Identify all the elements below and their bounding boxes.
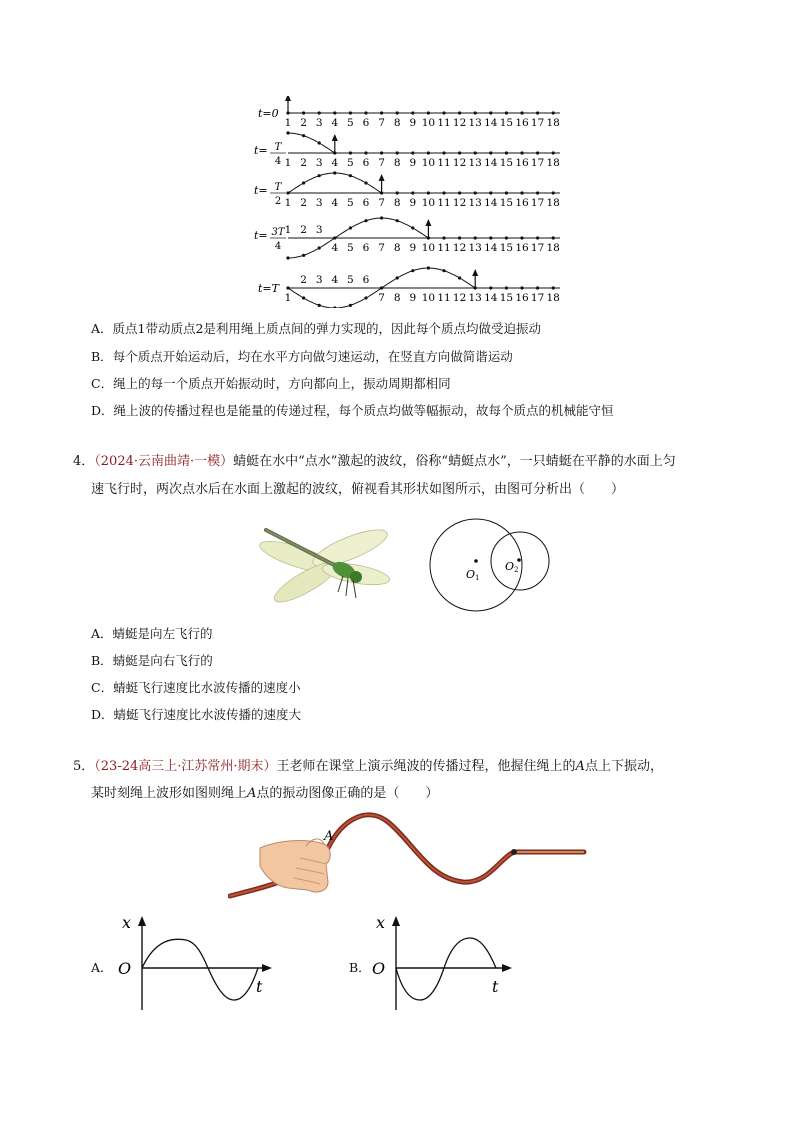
- point-number: 17: [530, 117, 545, 129]
- point-number: 3: [315, 224, 323, 236]
- rope-point: [411, 151, 414, 154]
- rope-point: [380, 151, 383, 154]
- point-number: 10: [421, 157, 436, 169]
- q3-option-d[interactable]: [91, 402, 614, 420]
- q3-option-a[interactable]: [91, 320, 541, 338]
- x-axis-label: x: [376, 913, 386, 932]
- rope-point: [396, 151, 399, 154]
- wave-row: [258, 266, 560, 308]
- point-number: 13: [468, 117, 482, 129]
- point-number: 11: [437, 117, 451, 129]
- option-letter: D．: [91, 403, 114, 418]
- rope-point: [427, 191, 430, 194]
- option-text: 蜻蜓飞行速度比水波传播的速度大: [113, 707, 302, 722]
- point-number: 3: [315, 274, 323, 286]
- rope-point: [442, 269, 445, 272]
- point-number: 6: [362, 197, 370, 209]
- rope-point: [411, 111, 414, 114]
- q5-stem-line2: [91, 784, 438, 804]
- rope-point: [411, 226, 414, 229]
- ripple-circles-figure: [418, 518, 558, 618]
- point-number: 14: [484, 117, 498, 129]
- question-text: 点的振动图像正确的是（ ）: [256, 786, 439, 801]
- row-time-label: t=: [254, 184, 268, 197]
- rope-point: [364, 219, 367, 222]
- point-a-label: A: [247, 786, 257, 801]
- rope-point: [442, 236, 445, 239]
- rope-point: [333, 236, 336, 239]
- point-number: 7: [378, 292, 385, 304]
- x-axis-label: x: [122, 913, 132, 932]
- point-number: 18: [546, 157, 560, 169]
- point-number: 9: [409, 117, 417, 129]
- rope-point: [489, 111, 492, 114]
- point-number: 5: [347, 242, 354, 254]
- rope-point: [552, 111, 555, 114]
- point-number: 14: [484, 292, 498, 304]
- rope-point: [458, 276, 461, 279]
- row-time-numerator: T: [274, 182, 282, 193]
- point-number: 8: [393, 197, 401, 209]
- point-number: 10: [421, 292, 436, 304]
- rope-point: [286, 256, 289, 259]
- point-number: 4: [331, 117, 339, 129]
- rope-point: [536, 151, 539, 154]
- rope-point: [442, 191, 445, 194]
- point-number: 13: [468, 242, 482, 254]
- point-number: 15: [499, 197, 514, 209]
- point-number: 9: [409, 197, 417, 209]
- point-number: 13: [468, 292, 482, 304]
- rope-wave-illustration: [228, 808, 588, 908]
- rope-point: [458, 191, 461, 194]
- point-number: 11: [437, 242, 451, 254]
- point-number: 15: [499, 157, 514, 169]
- row-time-denominator: 4: [274, 156, 282, 167]
- rope-point: [333, 171, 336, 174]
- rope-point: [474, 191, 477, 194]
- rope-point: [411, 269, 414, 272]
- point-number: 1: [284, 157, 292, 169]
- rope-point: [302, 296, 305, 299]
- point-number: 13: [468, 157, 482, 169]
- rope-point: [349, 174, 352, 177]
- center-o1-dot: [474, 559, 478, 563]
- point-number: 1: [284, 197, 292, 209]
- rope-point: [489, 191, 492, 194]
- option-letter: A．: [91, 626, 113, 641]
- rope-point: [396, 219, 399, 222]
- q4-option-b[interactable]: [91, 652, 213, 670]
- option-letter: C．: [91, 376, 114, 391]
- rope-point: [505, 151, 508, 154]
- point-number: 2: [300, 197, 307, 209]
- rope-point: [349, 226, 352, 229]
- point-number: 8: [393, 157, 401, 169]
- point-number: 6: [362, 117, 370, 129]
- point-number: 17: [530, 242, 545, 254]
- rope-point: [520, 111, 523, 114]
- rope-point: [474, 151, 477, 154]
- point-number: 7: [378, 157, 385, 169]
- rope-point: [364, 181, 367, 184]
- center-o2-dot: [517, 558, 521, 562]
- q5-option-b-letter[interactable]: B．: [349, 960, 371, 975]
- origin-label: O: [118, 959, 132, 978]
- rope-point: [318, 174, 321, 177]
- point-number: 12: [452, 242, 467, 254]
- rope-point: [442, 111, 445, 114]
- point-number: 7: [378, 242, 385, 254]
- point-number: 11: [437, 292, 451, 304]
- rope-point: [552, 191, 555, 194]
- point-number: 12: [452, 157, 467, 169]
- point-number: 6: [362, 157, 370, 169]
- rope-point: [552, 151, 555, 154]
- rope-point: [427, 111, 430, 114]
- point-number: 6: [362, 274, 370, 286]
- question-text: 蜻蜓在水中“点水”激起的波纹，俗称“蜻蜓点水”，一只蜻蜓在平静的水面上匀: [233, 454, 676, 469]
- question-number: 4．: [73, 454, 95, 469]
- point-number: 3: [315, 117, 323, 129]
- point-number: 5: [347, 157, 354, 169]
- row-time-label: t=0: [258, 107, 279, 120]
- point-number: 10: [421, 117, 436, 129]
- point-number: 11: [437, 157, 451, 169]
- origin-label: O: [372, 959, 386, 978]
- rope-point: [364, 296, 367, 299]
- rope-point: [380, 216, 383, 219]
- point-number: 18: [546, 292, 560, 304]
- q4-option-c[interactable]: [91, 679, 301, 697]
- point-number: 2: [300, 157, 307, 169]
- rope-point: [427, 151, 430, 154]
- rope-point: [411, 191, 414, 194]
- point-number: 4: [331, 274, 339, 286]
- q5-option-a-letter[interactable]: A．: [91, 960, 113, 975]
- point-number: 9: [409, 157, 417, 169]
- point-number: 14: [484, 242, 498, 254]
- rope-point: [520, 286, 523, 289]
- point-number: 5: [347, 197, 354, 209]
- q4-option-d[interactable]: [91, 706, 301, 724]
- row-time-numerator: T: [274, 142, 282, 153]
- rope-point: [536, 111, 539, 114]
- rope-point: [505, 111, 508, 114]
- point-number: 7: [378, 117, 385, 129]
- option-letter: A．: [91, 321, 113, 336]
- option-text: 蜻蜓是向左飞行的: [112, 626, 213, 641]
- rope-point: [396, 191, 399, 194]
- rope-point: [318, 141, 321, 144]
- point-number: 17: [530, 292, 545, 304]
- rope-point: [520, 151, 523, 154]
- option-letter: D．: [91, 707, 114, 722]
- question-text: 王老师在课堂上演示绳波的传播过程，他握住绳上的: [276, 759, 576, 774]
- rope-point: [505, 286, 508, 289]
- point-number: 4: [331, 157, 339, 169]
- point-number: 16: [515, 117, 529, 129]
- point-number: 15: [499, 242, 514, 254]
- point-number: 3: [315, 157, 323, 169]
- question-text: 某时刻绳上波形如图则绳上: [91, 786, 248, 801]
- question-text: 速飞行时，两次点水后在水面上激起的波纹，俯视看其形状如图所示，由图可分析出（ ）: [91, 482, 625, 497]
- point-number: 8: [393, 242, 401, 254]
- point-number: 17: [530, 157, 545, 169]
- rope-point: [333, 111, 336, 114]
- rope-point: [318, 111, 321, 114]
- point-number: 16: [515, 242, 529, 254]
- rope-point: [552, 236, 555, 239]
- wave-propagation-figure: [240, 96, 570, 308]
- rope-point: [536, 236, 539, 239]
- q3-option-c[interactable]: [91, 375, 451, 393]
- rope-point: [286, 286, 289, 289]
- point-number: 16: [515, 157, 529, 169]
- point-number: 5: [347, 117, 354, 129]
- rope-point: [349, 304, 352, 307]
- rope-point: [458, 111, 461, 114]
- row-time-label: t=: [254, 229, 268, 242]
- label-o1: O1: [466, 568, 480, 582]
- question-text: 点上下振动，: [584, 759, 663, 774]
- rope-point: [505, 236, 508, 239]
- point-number: 3: [315, 197, 323, 209]
- wave-row: [254, 171, 560, 209]
- point-number: 13: [468, 197, 482, 209]
- point-number: 10: [421, 197, 436, 209]
- rope-point: [396, 111, 399, 114]
- point-number: 16: [515, 292, 529, 304]
- rope-point: [318, 246, 321, 249]
- point-number: 8: [393, 292, 401, 304]
- q5-stem-line1: [73, 757, 663, 777]
- rope-point: [552, 286, 555, 289]
- rope-point: [489, 286, 492, 289]
- rope-point: [505, 191, 508, 194]
- rope-point: [396, 276, 399, 279]
- question-number: 5．: [73, 759, 95, 774]
- rope-point: [302, 181, 305, 184]
- rope-point: [302, 111, 305, 114]
- point-number: 7: [378, 197, 385, 209]
- point-number: 2: [300, 274, 307, 286]
- rope-point: [349, 151, 352, 154]
- rope-point: [489, 151, 492, 154]
- rope-point-a-label: A: [324, 829, 334, 844]
- rope-point: [380, 111, 383, 114]
- rope-point: [489, 236, 492, 239]
- point-number: 2: [300, 224, 307, 236]
- point-number: 5: [347, 274, 354, 286]
- q4-stem-line2: [91, 480, 624, 500]
- label-o2: O2: [505, 560, 519, 574]
- point-number: 12: [452, 292, 467, 304]
- row-time-numerator: 3T: [271, 227, 285, 238]
- t-axis-label: t: [492, 977, 499, 996]
- rope-point: [380, 286, 383, 289]
- option-text: 蜻蜓是向右飞行的: [112, 653, 213, 668]
- rope-point: [333, 306, 336, 308]
- point-number: 18: [546, 242, 560, 254]
- q3-option-b[interactable]: [91, 348, 513, 366]
- point-a-label: A: [575, 759, 585, 774]
- rope-point: [364, 151, 367, 154]
- rope-point: [442, 151, 445, 154]
- point-number: 6: [362, 242, 370, 254]
- point-number: 12: [452, 117, 467, 129]
- rope-point: [286, 191, 289, 194]
- q5-option-b-graph[interactable]: [368, 910, 536, 1014]
- row-time-label: t=T: [258, 282, 279, 295]
- option-text: 绳上波的传播过程也是能量的传递过程，每个质点均做等幅振动，故每个质点的机械能守恒: [113, 403, 614, 418]
- option-text: 质点1带动质点2是利用绳上质点间的弹力实现的，因此每个质点均做受迫振动: [112, 321, 541, 336]
- option-text: 绳上的每一个质点开始振动时，方向都向上，振动周期都相同: [113, 376, 451, 391]
- rope-point: [302, 134, 305, 137]
- t-axis-label: t: [256, 977, 263, 996]
- point-number: 4: [331, 197, 339, 209]
- point-number: 1: [284, 292, 292, 304]
- rope-point: [302, 254, 305, 257]
- point-number: 11: [437, 197, 451, 209]
- row-time-denominator: 4: [274, 241, 282, 252]
- q4-stem-line1: [73, 452, 676, 472]
- wave-row: [254, 131, 560, 169]
- point-number: 18: [546, 117, 560, 129]
- option-text: 蜻蜓飞行速度比水波传播的速度小: [113, 680, 301, 695]
- point-number: 12: [452, 197, 467, 209]
- rope-point: [458, 236, 461, 239]
- rope-point: [536, 286, 539, 289]
- q4-option-a[interactable]: [91, 625, 213, 643]
- rope-point: [474, 236, 477, 239]
- point-number: 14: [484, 157, 498, 169]
- rope-point: [474, 111, 477, 114]
- rope-point: [427, 266, 430, 269]
- point-number: 1: [284, 117, 292, 129]
- point-number: 18: [546, 197, 560, 209]
- point-number: 15: [499, 292, 514, 304]
- point-number: 14: [484, 197, 498, 209]
- point-number: 9: [409, 242, 417, 254]
- option-letter: B．: [91, 653, 113, 668]
- point-number: 17: [530, 197, 545, 209]
- question-source: （2024·云南曲靖·一模）: [94, 454, 234, 469]
- rope-point: [364, 111, 367, 114]
- row-time-label: t=: [254, 144, 268, 157]
- q5-option-a-graph[interactable]: [112, 910, 280, 1014]
- rope-point: [318, 304, 321, 307]
- point-number: 4: [331, 242, 339, 254]
- option-letter: C．: [91, 680, 114, 695]
- rope-point: [520, 191, 523, 194]
- point-number: 8: [393, 117, 401, 129]
- rope-point: [520, 236, 523, 239]
- point-number: 2: [300, 117, 307, 129]
- wave-row: [258, 96, 560, 129]
- option-text: 每个质点开始运动后，均在水平方向做匀速运动，在竖直方向做简谐运动: [112, 349, 513, 364]
- point-number: 15: [499, 117, 514, 129]
- rope-end-dot: [511, 849, 517, 855]
- point-number: 9: [409, 292, 417, 304]
- row-time-denominator: 2: [274, 196, 282, 207]
- point-number: 10: [421, 242, 436, 254]
- dragonfly-illustration: [258, 522, 398, 614]
- question-source: （23-24高三上·江苏常州·期末）: [94, 759, 277, 774]
- rope-point: [536, 191, 539, 194]
- point-number: 16: [515, 197, 529, 209]
- wave-row: [254, 216, 560, 259]
- rope-point: [349, 111, 352, 114]
- rope-point: [458, 151, 461, 154]
- point-number: 1: [284, 224, 292, 236]
- rope-point: [286, 131, 289, 134]
- option-letter: B．: [91, 349, 113, 364]
